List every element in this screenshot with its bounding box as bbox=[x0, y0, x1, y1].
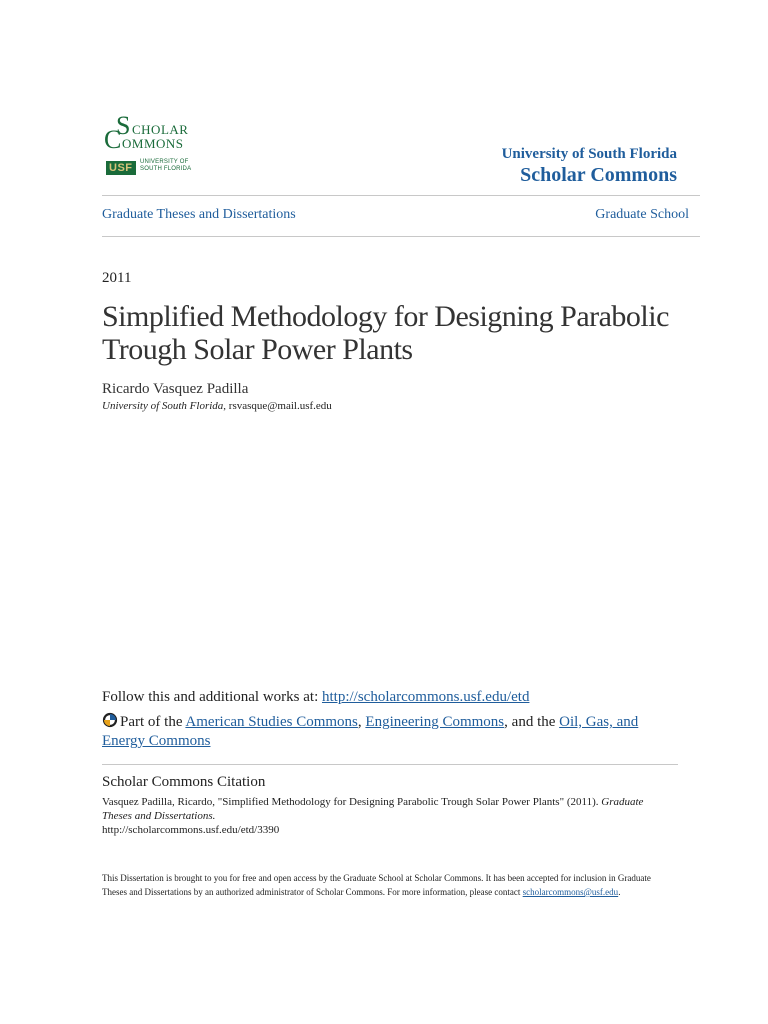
author-affiliation bbox=[102, 400, 332, 412]
citation-series: Graduate Theses and Dissertations. bbox=[102, 796, 644, 822]
commons-network-icon bbox=[102, 712, 118, 728]
citation-url[interactable]: http://scholarcommons.usf.edu/etd/3390 bbox=[102, 824, 280, 836]
notice-end: . bbox=[618, 887, 621, 897]
publication-year: 2011 bbox=[102, 270, 132, 286]
citation-text: Vasquez Padilla, Ricardo, "Simplified Methodology for Designing Parabolic Trough Solar Power Plants" (2011). bbox=[102, 796, 602, 808]
breadcrumb-divider bbox=[102, 236, 700, 237]
document-title: Simplified Methodology for Designing Parabolic Trough Solar Power Plants bbox=[102, 300, 669, 366]
usf-logo-badge: USF bbox=[106, 161, 136, 175]
follow-url-link[interactable]: http://scholarcommons.usf.edu/etd bbox=[321, 689, 530, 705]
citation-heading: Scholar Commons Citation bbox=[102, 774, 266, 790]
part-of-prefix: Part of the bbox=[120, 714, 186, 730]
part-of-sep1: , bbox=[357, 714, 366, 730]
logo-ommons: OMMONS bbox=[122, 136, 184, 151]
follow-line bbox=[102, 689, 529, 706]
citation-body bbox=[102, 795, 672, 837]
logo-uni-line1: UNIVERSITY OF bbox=[140, 159, 189, 165]
logo-c-initial: C bbox=[104, 125, 122, 154]
header-divider bbox=[102, 195, 700, 196]
logo-uni-line2: SOUTH FLORIDA bbox=[140, 166, 192, 172]
collection-link[interactable]: Graduate Theses and Dissertations bbox=[102, 207, 296, 222]
affiliation-name: University of South Florida bbox=[102, 400, 224, 412]
repository-link[interactable]: Scholar Commons bbox=[520, 164, 677, 186]
contact-email-link[interactable]: scholarcommons@usf.edu bbox=[522, 887, 619, 897]
american-studies-commons-link[interactable]: American Studies Commons bbox=[185, 714, 358, 730]
part-of-line bbox=[102, 712, 672, 751]
author-email: , rsvasque@mail.usf.edu bbox=[223, 400, 332, 412]
oil-gas-energy-commons-link[interactable]: Oil, Gas, and Energy Commons bbox=[102, 714, 639, 749]
follow-label: Follow this and additional works at: bbox=[102, 689, 322, 705]
author-name: Ricardo Vasquez Padilla bbox=[102, 381, 249, 397]
logo-university-name bbox=[140, 159, 191, 173]
notice-text: This Dissertation is brought to you for free and open access by the Graduate School at Scholar Commons. It has been accepted for inclusion in Graduate Theses and Dissertations by an authorized administrator of Scholar Commons. For more information, please contact bbox=[102, 873, 651, 897]
citation-divider bbox=[102, 764, 678, 765]
scholar-commons-logo[interactable] bbox=[104, 113, 214, 183]
engineering-commons-link[interactable]: Engineering Commons bbox=[365, 714, 505, 730]
header-institution bbox=[502, 146, 677, 186]
logo-cholar: CHOLAR bbox=[132, 122, 189, 137]
department-link[interactable]: Graduate School bbox=[595, 207, 689, 222]
university-link[interactable]: University of South Florida bbox=[501, 146, 677, 162]
logo-s-initial: S bbox=[116, 111, 131, 140]
access-notice bbox=[102, 871, 662, 899]
part-of-sep2: , and the bbox=[504, 714, 560, 730]
